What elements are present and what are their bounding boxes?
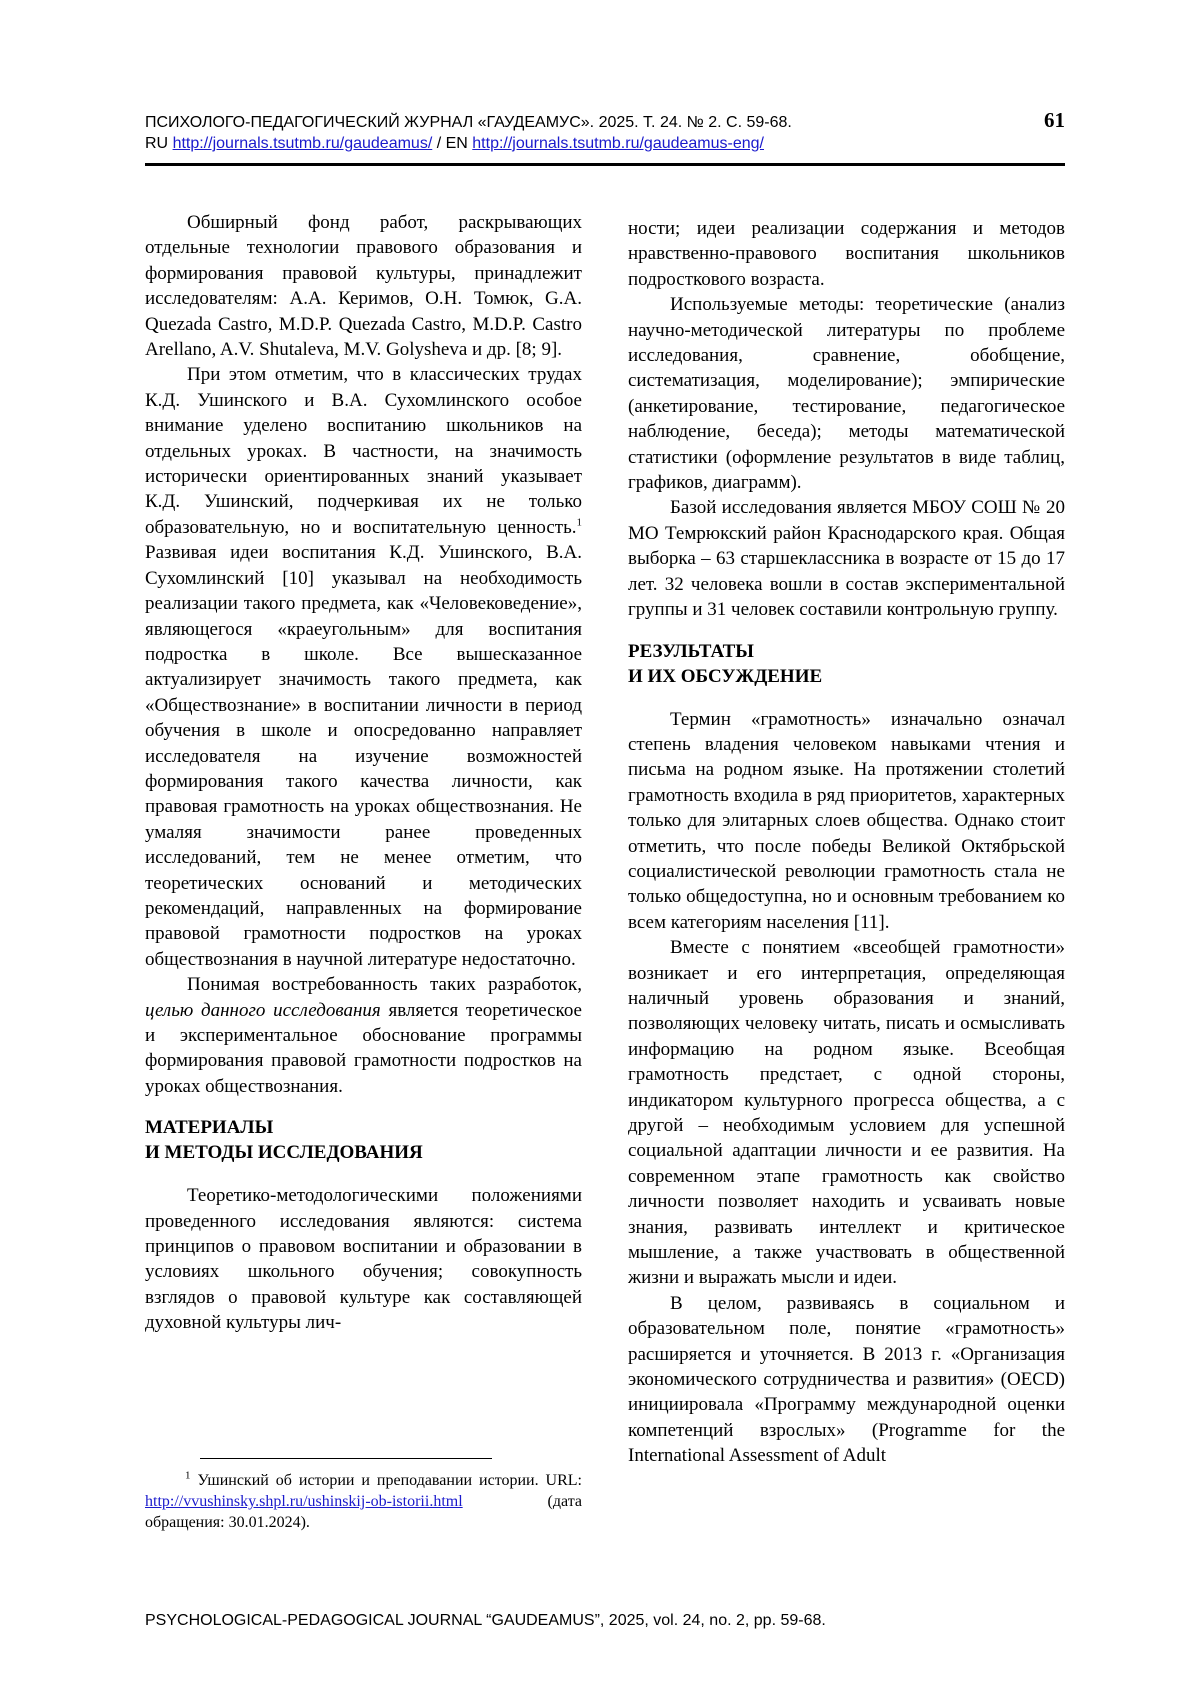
heading-results-line2: И ИХ ОБСУЖДЕНИЕ — [628, 665, 823, 687]
running-header — [145, 108, 1065, 154]
section-heading-materials — [145, 1115, 582, 1165]
right-paragraph-6: В целом, развиваясь в социальном и образовательном поле, понятие «грамотность» расширяется и уточняется. В 2013 г. «Организация экономического сотрудничества и развития» (OECD) инициировала «Программу международной оценки компетенций взрослых» (Programme for the International Assessment of Adult — [628, 1292, 1065, 1467]
left-paragraph-3-text-a: Понимая востребованность таких разработок, — [187, 974, 582, 996]
right-paragraph-1: ности; идеи реализации содержания и методов нравственно-правового воспитания школьников подросткового возраста. — [628, 218, 1065, 290]
left-paragraph-3-text-b: является теоретическое и экспериментальное обоснование программы формирования правовой грамотности подростков на уроках обществознания. — [145, 999, 582, 1097]
journal-title-line: ПСИХОЛОГО-ПЕДАГОГИЧЕСКИЙ ЖУРНАЛ «ГАУДЕАМУС». 2025. Т. 24. № 2. С. 59-68. — [145, 114, 792, 131]
right-column — [628, 216, 1065, 1469]
footnote-access-date: (дата обращения: 30.01.2024). — [145, 1493, 582, 1531]
heading-materials-line2: И МЕТОДЫ ИССЛЕДОВАНИЯ — [145, 1142, 423, 1164]
left-paragraph-3-italic: целью данного исследования — [145, 999, 381, 1021]
left-paragraph-2-text-a: При этом отметим, что в классических трудах К.Д. Ушинского и В.А. Сухомлинского особое внимание уделено воспитанию школьников на отдельных уроках. В частности, на значимость исторически ориентированных знаний указывает К.Д. Ушинский, подчеркивая их не только образовательную, но и воспитательную ценность. — [145, 364, 582, 538]
right-paragraph-2: Используемые методы: теоретические (анализ научно-методической литературы по проблеме исследования, сравнение, обобщение, систематизация, моделирование); эмпирические (анкетирование, тестирование, педагогическое наблюдение, беседа); методы математической статистики (оформление результатов в виде таблиц, графиков, диаграмм). — [628, 294, 1065, 494]
footnote-rule — [200, 1458, 492, 1459]
heading-materials-line1: МАТЕРИАЛЫ — [145, 1117, 274, 1139]
journal-url-line — [145, 133, 1065, 154]
ru-label: RU — [145, 135, 173, 152]
ru-journal-link[interactable]: http://journals.tsutmb.ru/gaudeamus/ — [172, 135, 433, 152]
running-footer: PSYCHOLOGICAL-PEDAGOGICAL JOURNAL “GAUDEAMUS”, 2025, vol. 24, no. 2, pp. 59-68. — [145, 1612, 826, 1629]
right-paragraph-3: Базой исследования является МБОУ СОШ № 20 МО Темрюкский район Краснодарского края. Общая выборка – 63 старшеклассника в возрасте от 15 до 17 лет. 32 человека вошли в состав экспериментальной группы и 31 человек составили контрольную группу. — [628, 497, 1065, 621]
url-separator: / EN — [432, 135, 473, 152]
left-paragraph-1: Обширный фонд работ, раскрывающих отдельные технологии правового образования и формирования правовой культуры, принадлежит исследователям: А.А. Керимов, О.Н. Томюк, G.A. Quezada Castro, M.D.P. Quezada Castro, M.D.P. Castro Arellano, A.V. Shutaleva, M.V. Golysheva и др. [8; 9]. — [145, 212, 582, 361]
footnote-reference[interactable]: 1 — [576, 516, 582, 529]
footnote-text — [145, 1470, 582, 1533]
footnote-body: Ушинский об истории и преподавании истории. URL: — [190, 1472, 582, 1489]
left-paragraph-4: Теоретико-методологическими положениями проведенного исследования являются: система принципов о правовом воспитании и образовании в условиях школьного обучения; совокупность взглядов о правовой культуре как составляющей духовной культуры лич- — [145, 1185, 582, 1334]
header-rule — [145, 163, 1065, 166]
right-paragraph-4: Термин «грамотность» изначально означал степень владения человеком навыками чтения и письма на родном языке. На протяжении столетий грамотность входила в ряд приоритетов, характерных только для элитарных слоев общества. Однако стоит отметить, что после победы Великой Октябрьской социалистической революции грамотность стала не только общедоступна, но и основным требованием ко всем категориям населения [11]. — [628, 708, 1065, 933]
footnote-mark: 1 — [185, 1469, 191, 1482]
right-paragraph-5: Вместе с понятием «всеобщей грамотности» возникает и его интерпретация, определяющая наличный уровень образования и знаний, позволяющих человеку читать, писать и осмысливать информацию на родном языке. Всеобщая грамотность предстает, с одной стороны, индикатором культурного прогресса общества, а с другой – необходимым условием для успешной социальной адаптации личности и ее развития. На современном этапе грамотность как свойство личности позволяет находить и усваивать новые знания, развивать интеллект и критическое мышление, а также участвовать в общественной жизни и выражать мысли и идеи. — [628, 937, 1065, 1289]
footnote — [145, 1470, 582, 1533]
left-column — [145, 210, 582, 1336]
footnote-link[interactable]: http://vvushinsky.shpl.ru/ushinskij-ob-istorii.html — [145, 1493, 463, 1510]
section-heading-results — [628, 639, 1065, 689]
heading-results-line1: РЕЗУЛЬТАТЫ — [628, 640, 754, 662]
en-journal-link[interactable]: http://journals.tsutmb.ru/gaudeamus-eng/ — [472, 135, 764, 152]
left-paragraph-2-text-b: Развивая идеи воспитания К.Д. Ушинского, В.А. Сухомлинский [10] указывал на необходимость реализации такого предмета, как «Человековедение», являющегося «краеугольным» для воспитания подростка в школе. Все вышесказанное актуализирует значимость такого предмета, как «Обществознание» в воспитании личности в период обучения в школе и опосредованно направляет исследователя на изучение возможностей формирования такого качества личности, как правовая грамотность на уроках обществознания. Не умаляя значимости ранее проведенных исследований, тем не менее отметим, что теоретических оснований и методических рекомендаций, направленных на формирование правовой грамотности подростков на уроках обществознания в научной литературе недостаточно. — [145, 542, 582, 970]
page-number: 61 — [1044, 108, 1065, 132]
left-paragraph-3 — [145, 972, 582, 1099]
left-paragraph-2 — [145, 362, 582, 972]
